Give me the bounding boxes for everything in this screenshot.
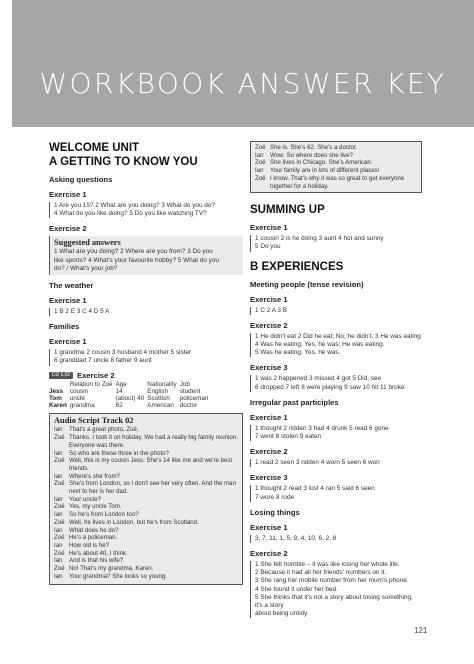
script-line <box>54 519 238 527</box>
answer-line: 7 went 8 stolen 9 eaten <box>255 433 322 441</box>
audio-script-box <box>49 413 243 584</box>
speaker: Zoë <box>54 480 65 488</box>
answer-block <box>250 307 422 315</box>
answer-line: 5 Was he eating; Yes, he was. <box>255 349 341 357</box>
table-cell: Scottish <box>147 395 170 403</box>
answer-line: 1 was 2 happened 3 missed 4 got 5 Did, see <box>255 375 382 383</box>
answer-block <box>49 202 243 218</box>
answer-block <box>250 425 422 441</box>
answer-line: 4 What do you like doing? 5 Do you like watching TV? <box>54 210 207 218</box>
table-row <box>49 402 211 409</box>
answer-line: 6 granddad 7 uncle 8 father 9 aunt <box>54 357 152 365</box>
answer-line: 1 B 2 E 3 C 4 D 5 A <box>54 308 110 316</box>
table-header: Job <box>179 380 190 388</box>
utterance: He's a policeman. <box>69 534 118 542</box>
script-line <box>255 167 417 175</box>
audio-cd-icon: CD 1.02 <box>49 372 73 379</box>
table-cell: Karen <box>49 402 67 410</box>
table-cell: student <box>179 387 201 395</box>
speaker: Zoë <box>255 144 266 151</box>
answer-block <box>250 561 422 618</box>
utterance: Your uncle? <box>69 495 101 503</box>
speaker: Zoë <box>54 503 65 511</box>
speaker: Ian <box>255 151 264 159</box>
exercise-label: Exercise 2 <box>49 224 87 234</box>
script-line <box>255 152 417 160</box>
subheading-irregular-past-participles: Irregular past participles <box>250 397 339 407</box>
answer-line: 5 Do you <box>255 243 281 251</box>
script-line <box>54 434 238 449</box>
speaker: Zoë <box>255 174 266 182</box>
table-row <box>49 395 211 402</box>
script-line <box>54 457 238 472</box>
utterance: He's about 40, I think. <box>69 549 128 557</box>
speaker: Ian <box>54 495 63 503</box>
utterance: I know. That's why it was so great to get everyone together for a holiday. <box>270 174 405 190</box>
header-banner <box>12 0 474 127</box>
answer-line: 1 She felt horrible – it was like losing her whole life. <box>255 561 400 569</box>
answer-block <box>250 333 422 358</box>
answer-block <box>250 235 422 251</box>
script-line <box>54 573 238 581</box>
speaker: Ian <box>54 526 63 534</box>
speaker: Zoë <box>54 434 65 442</box>
utterance: So he's from London too? <box>69 511 139 519</box>
utterance: How old is he? <box>69 541 109 549</box>
subheading-asking-questions: Asking questions <box>49 175 113 184</box>
table-cell: 14 <box>115 387 123 395</box>
exercise-label: Exercise 3 <box>250 473 288 483</box>
answer-line: 6 dropped 7 left 8 were playing 9 saw 10 hit 11 broke <box>255 383 405 391</box>
section-a-title: A GETTING TO KNOW YOU <box>49 156 198 168</box>
script-line <box>255 159 417 167</box>
utterance: She lives in Chicago. She's American. <box>270 159 373 167</box>
answer-block <box>250 375 422 391</box>
utterance: Your family are in lots of different places! <box>270 167 380 175</box>
script-line <box>54 557 238 565</box>
right-column <box>250 141 422 621</box>
table-cell: Tom <box>49 395 62 403</box>
table-header: Nationality <box>147 380 177 388</box>
script-line <box>54 473 238 481</box>
utterance: She is. She's 62. She's a doctor. <box>270 144 358 151</box>
exercise-label: Exercise 2 <box>250 447 288 457</box>
answer-line: 4 She found it under her bed. <box>255 585 338 593</box>
speaker: Ian <box>54 541 63 549</box>
utterance: And is that his wife? <box>69 557 124 565</box>
exercise-2-header <box>49 371 243 380</box>
script-line <box>54 426 238 434</box>
answer-line: do? / What's your job? <box>54 264 118 272</box>
script-line <box>54 534 238 542</box>
answer-line: 1 Are you 15? 2 What are you doing? 3 What do you do? <box>54 202 215 209</box>
utterance: Well, this is my cousin Jess. She's 14 like me and we're best friends. <box>69 457 233 472</box>
utterance: What does he do? <box>69 526 119 534</box>
table-header-row <box>49 381 211 388</box>
speaker: Ian <box>54 449 63 457</box>
exercise-label: Exercise 1 <box>250 412 288 422</box>
answer-line: 1 read 2 seen 3 ridden 4 worn 5 seen 6 won <box>255 459 380 467</box>
utterance: That's a great photo, Zoë. <box>69 426 139 434</box>
answer-line: 1 What are you doing? 2 Where are you from? 3 Do you <box>54 248 213 256</box>
answer-line: 2 Because it had all her friends' numbers on it. <box>255 569 387 577</box>
answer-line: 5 She thinks that it's not a story about losing something, it's a story <box>255 593 413 610</box>
subheading-families: Families <box>49 322 80 332</box>
utterance: Where's she from? <box>69 472 120 480</box>
page-title: WORKBOOK ANSWER KEY <box>39 67 447 100</box>
table-cell: policeman <box>179 395 209 403</box>
section-summing-up-title: SUMMING UP <box>250 204 325 217</box>
speaker: Ian <box>54 572 63 580</box>
speaker: Ian <box>255 167 264 175</box>
utterance: Well, he lives in London, but he's from Scotland. <box>69 518 199 526</box>
utterance: Yes, my uncle Tom. <box>69 503 122 511</box>
exercise-label: Exercise 1 <box>250 294 288 304</box>
script-line <box>54 550 238 558</box>
exercise-label: Exercise 1 <box>250 522 288 532</box>
exercise-label: Exercise 1 <box>49 296 87 306</box>
table-cell: doctor <box>179 402 198 410</box>
script-line <box>54 527 238 535</box>
script-line <box>54 496 238 504</box>
answer-line: 1 thought 2 read 3 lost 4 ran 5 said 6 seen <box>255 485 375 493</box>
answer-block <box>250 459 422 467</box>
answer-block <box>49 349 243 365</box>
table-cell: grandma <box>69 402 95 410</box>
table-cell: Jess <box>49 387 64 395</box>
answer-line: 7 wore 8 rode <box>255 493 295 501</box>
script-line <box>255 175 417 190</box>
section-b-title: B EXPERIENCES <box>250 260 344 273</box>
table-cell: cousin <box>69 387 89 395</box>
script-line <box>54 511 238 519</box>
audio-script-title: Audio Script Track 02 <box>54 416 134 426</box>
speaker: Ian <box>54 557 63 565</box>
suggested-answers-box <box>49 236 243 275</box>
exercise-label: Exercise 2 <box>250 549 288 559</box>
answer-line: 1 grandma 2 cousin 3 husband 4 mother 5 sister <box>54 349 192 357</box>
exercise-label: Exercise 1 <box>49 337 87 347</box>
table-header: Age <box>115 380 127 388</box>
answer-line: 3, 7, 11, 1, 5, 9, 4, 10, 6, 2, 8 <box>255 534 337 542</box>
speaker: Zoë <box>54 518 65 526</box>
exercise-label: Exercise 2 <box>77 370 115 380</box>
subheading-meeting-people: Meeting people (tense revision) <box>250 279 364 289</box>
exercise-label: Exercise 3 <box>250 363 288 373</box>
speaker: Zoë <box>255 159 266 167</box>
speaker: Zoë <box>54 534 65 542</box>
utterance: Thanks. I took it on holiday. We had a really big family reunion. Everyone was there. <box>69 434 238 449</box>
speaker: Ian <box>54 426 63 434</box>
subheading-weather: The weather <box>49 281 94 291</box>
subheading-losing-things: Losing things <box>250 507 300 517</box>
audio-script-continued-box <box>250 141 422 193</box>
speaker: Ian <box>54 472 63 480</box>
answer-line: 1 thought 2 ridden 3 had 4 drunk 5 read 6 gone <box>255 424 389 432</box>
script-line <box>54 542 238 550</box>
answer-block <box>250 485 422 501</box>
table-row <box>49 388 211 395</box>
answer-block <box>250 535 422 543</box>
table-header <box>49 381 70 388</box>
speaker: Zoë <box>54 549 65 557</box>
exercise-label: Exercise 1 <box>250 223 288 233</box>
table-cell: uncle <box>69 395 85 403</box>
table-cell: (about) 40 <box>115 395 145 403</box>
answer-line: 1 He didn't eat 2 Did he eat; No, he didn't. 3 He was eating <box>255 332 421 340</box>
suggested-answers-title: Suggested answers <box>54 238 121 248</box>
speaker: Zoë <box>54 565 65 573</box>
answer-line: 1 cousin 2 is he doing 3 aunt 4 hot and sunny <box>255 235 384 243</box>
script-line <box>54 503 238 511</box>
table-cell: 62 <box>115 402 123 410</box>
relations-table <box>49 381 211 410</box>
script-line <box>54 565 238 573</box>
table-cell: English <box>147 387 168 395</box>
table-cell: American <box>147 402 174 410</box>
left-column <box>49 141 243 585</box>
utterance: Your grandma? She looks so young. <box>69 572 168 580</box>
answer-block <box>49 308 243 316</box>
script-line <box>54 480 238 495</box>
page-number: 121 <box>414 626 428 635</box>
utterance: No! That's my grandma, Karen. <box>69 565 154 573</box>
answer-line: 1 C 2 A 3 B <box>255 306 287 314</box>
answer-line: 3 She rang her mobile number from her mum's phone. <box>255 577 409 585</box>
script-line <box>255 144 417 152</box>
script-line <box>54 450 238 458</box>
answer-line: about being untidy. <box>255 610 309 618</box>
unit-title: WELCOME UNIT <box>49 142 140 154</box>
utterance: She's from London, so I don't see her very often. And the man next to her is her dad. <box>69 480 236 496</box>
speaker: Ian <box>54 511 63 519</box>
exercise-label: Exercise 2 <box>250 320 288 330</box>
utterance: So who are these three in the photo? <box>69 449 169 457</box>
answer-line: 4 Was he eating; Yes, he was; He was eating. <box>255 341 385 349</box>
table-header: Relation to Zoë <box>69 380 113 388</box>
speaker: Zoë <box>54 457 65 465</box>
utterance: Wow. So where does she live? <box>270 151 353 159</box>
exercise-label: Exercise 1 <box>49 190 87 199</box>
answer-line: like sports? 4 What's your favourite hobby? 5 What do you <box>54 256 219 264</box>
